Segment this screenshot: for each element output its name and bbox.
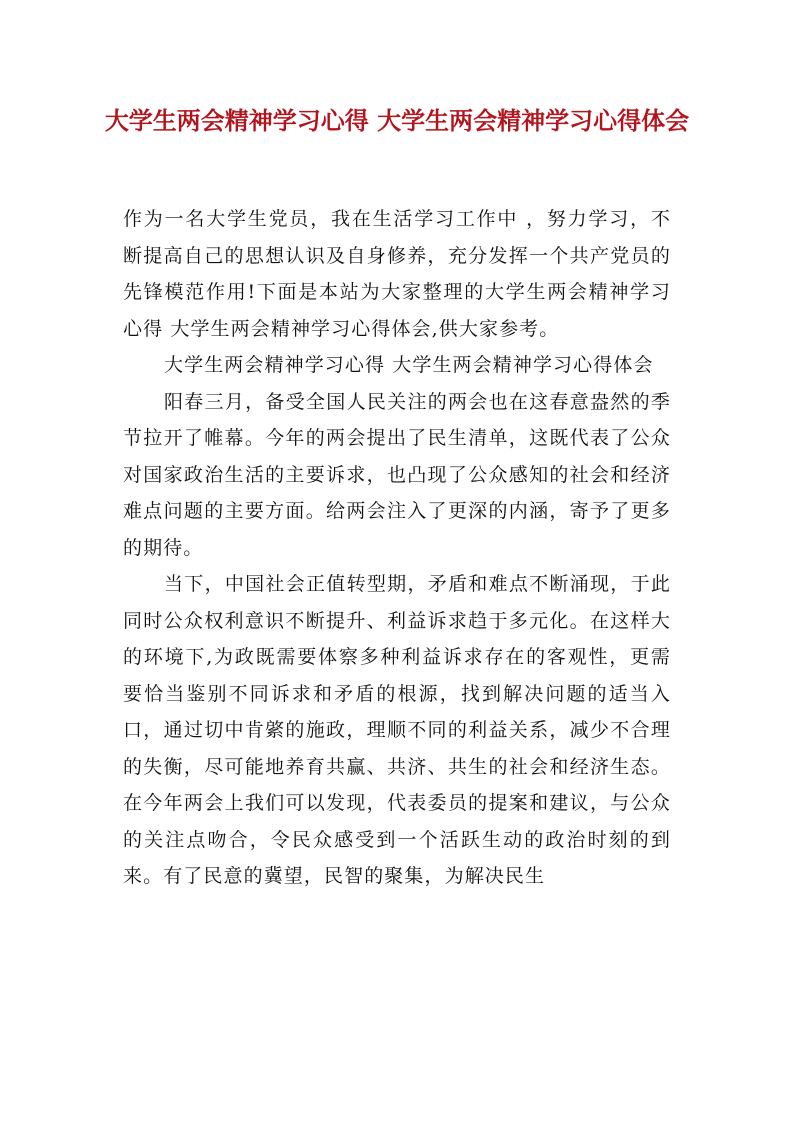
intro-paragraph: 作为一名大学生党员，我在生活学习工作中 ，努力学习，不断提高自己的思想认识及自身修养，充分发挥一个共产党员的先锋模范作用!下面是本站为大家整理的大学生两会精神学习心得 大学生两会精神学习心得体会,供大家参考。 (123, 208, 671, 340)
body-paragraph-transition: 当下，中国社会正值转型期，矛盾和难点不断涌现，于此同时公众权利意识不断提升、利益诉求趋于多元化。在这样大的环境下,为政既需要体察多种利益诉求存在的客观性，更需要恰当鉴别不同诉求和矛盾的根源，找到解决问题的适当入口，通过切中肯綮的施政，理顺不同的利益关系，减少不合理的失衡，尽可能地养育共赢、共济、共生的社会和经济生态。在今年两会上我们可以发现，代表委员的提案和建议，与公众的关注点吻合，令民众感受到一个活跃生动的政治时刻的到来。有了民意的冀望，民智的聚集，为解决民生 (123, 573, 671, 887)
subtitle-paragraph: 大学生两会精神学习心得 大学生两会精神学习心得体会 (164, 354, 654, 376)
body-paragraph-spring: 阳春三月，备受全国人民关注的两会也在这春意盎然的季节拉开了帷幕。今年的两会提出了民生清单，这既代表了公众对国家政治生活的主要诉求，也凸现了公众感知的社会和经济难点问题的主要方面。给两会注入了更深的内涵，寄予了更多的期待。 (123, 390, 671, 559)
document-body (123, 201, 671, 895)
document-title: 大学生两会精神学习心得 大学生两会精神学习心得体会 (104, 106, 690, 135)
